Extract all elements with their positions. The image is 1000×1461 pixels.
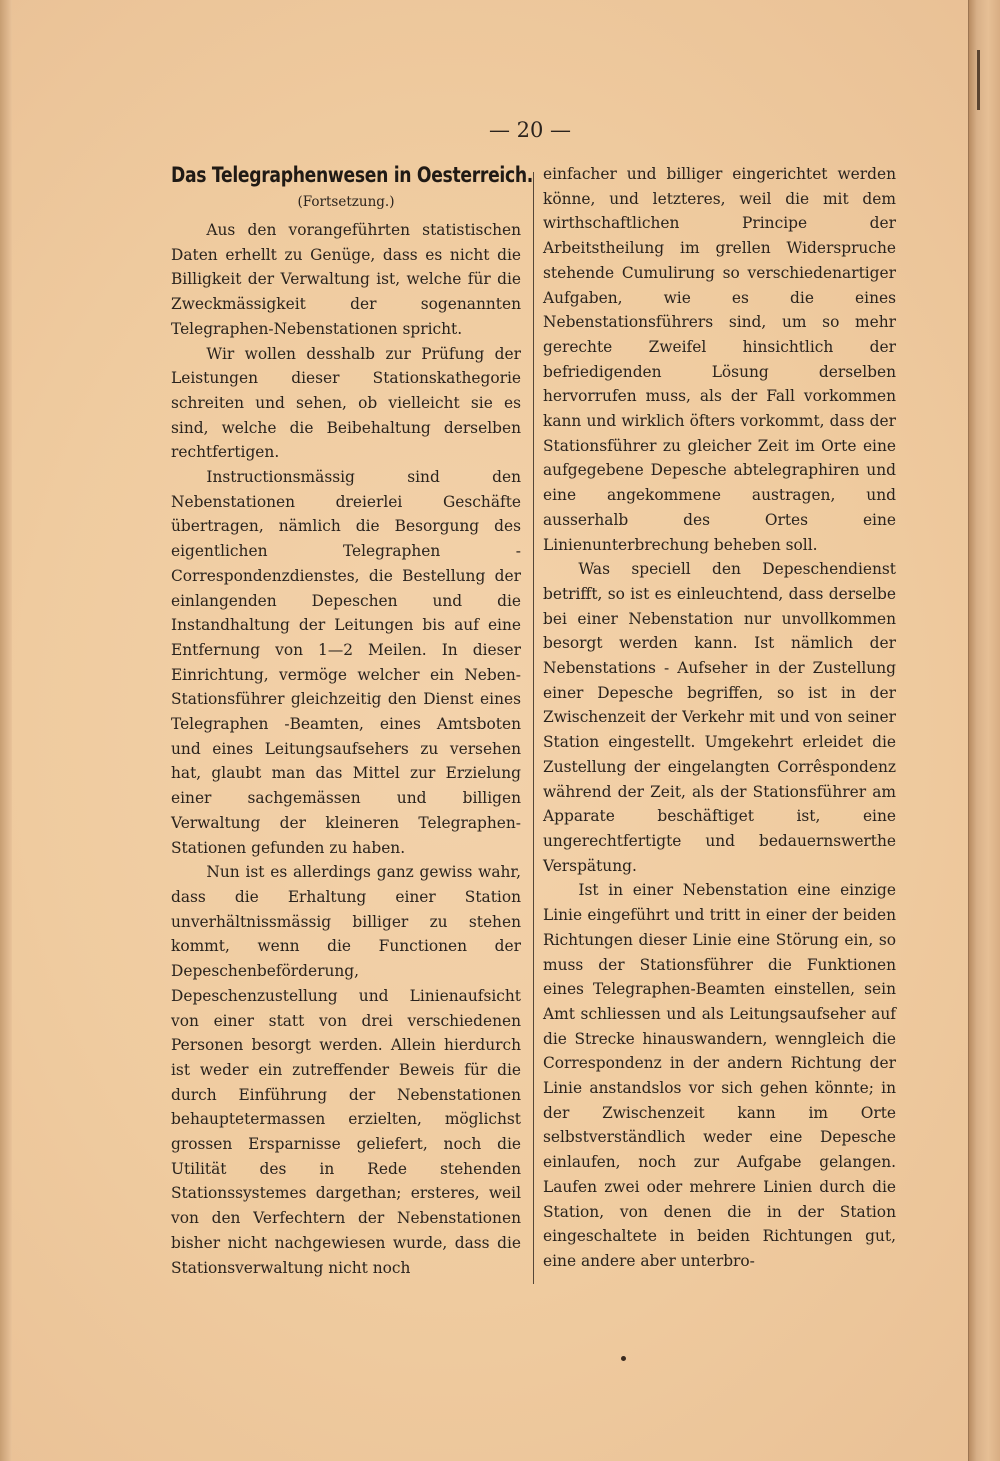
right-column	[543, 162, 896, 1274]
page-left-edge	[0, 0, 12, 1461]
article-title: Das Telegraphenwesen in Oesterreich.	[171, 163, 534, 187]
page-binding-fold	[968, 0, 1000, 1461]
paragraph: Was speciell den Depeschendienst betrifft, so ist es einleuchtend, dass derselbe bei einer Nebenstation nur unvollkommen besorgt werden kann. Ist nämlich der Nebenstations - Aufseher in der Zustellung einer Depesche begriffen, so ist in der Zwischenzeit der Verkehr mit und von seiner Station eingestellt. Umgekehrt erleidet die Zustellung der eingelangten Corrêspondenz während der Zeit, als der Stationsführer am Apparate beschäftiget ist, eine ungerechtfertigte und bedauernswerthe Verspätung.	[543, 560, 896, 875]
column-divider	[533, 172, 534, 1284]
binding-mark	[977, 50, 980, 110]
paragraph: Nun ist es allerdings ganz gewiss wahr, dass die Erhaltung einer Station unverhältnissmässig billiger zu stehen kommt, wenn die Functionen der Depeschenbeförderung, Depeschenzustellung und Linienaufsicht von einer statt von drei verschiedenen Personen besorgt werden. Allein hierdurch ist weder ein zutreffender Beweis für die durch Einführung der Nebenstationen behauptetermassen erzielten, möglichst grossen Ersparnisse geliefert, noch die Utilität des in Rede stehenden Stationssystemes dargethan; ersteres, weil von den Verfechtern der Nebenstationen bisher nicht nachgewiesen wurde, dass die Stationsverwaltung nicht noch	[171, 863, 521, 1277]
paragraph: Wir wollen desshalb zur Prüfung der Leistungen dieser Stationskathegorie schreiten und sehen, ob vielleicht sie es sind, welche die Beibehaltung derselben rechtfertigen.	[171, 344, 521, 462]
paragraph: Instructionsmässig sind den Nebenstationen dreierlei Geschäfte übertragen, nämlich die Besorgung des eigentlichen Telegraphen - Correspondenzdienstes, die Bestellung der einlangenden Depeschen und die Instandhaltung der Leitungen bis auf eine Entfernung von 1—2 Meilen. In dieser Einrichtung, vermöge welcher ein Neben-Stationsführer gleichzeitig den Dienst eines Telegraphen -Beamten, eines Amtsboten und eines Leitungsaufsehers zu versehen hat, glaubt man das Mittel zur Erzielung einer sachgemässen und billigen Verwaltung der kleineren Telegraphen-Stationen gefunden zu haben.	[171, 468, 521, 857]
ink-spot	[621, 1356, 626, 1361]
paragraph: Ist in einer Nebenstation eine einzige Linie eingeführt und tritt in einer der beiden Richtungen dieser Linie eine Störung ein, so muss der Stationsführer die Funktionen eines Telegraphen-Beamten einstellen, sein Amt schliessen und als Leitungsaufseher auf die Strecke hinauswandern, wenngleich die Correspondenz in der andern Richtung der Linie anstandslos vor sich gehen könnte; in der Zwischenzeit kann im Orte selbstverständlich weder eine Depesche einlaufen, noch zur Aufgabe gelangen. Laufen zwei oder mehrere Linien durch die Station, von denen die in der Station eingeschaltete in beiden Richtungen gut, eine andere aber unterbro-	[543, 881, 896, 1270]
paragraph: einfacher und billiger eingerichtet werden könne, und letzteres, weil die mit dem wirthschaftlichen Principe der Arbeitstheilung im grellen Widerspruche stehende Cumulirung so verschiedenartiger Aufgaben, wie es die eines Nebenstationsführers sind, um so mehr gerechte Zweifel hinsichtlich der befriedigenden Lösung derselben hervorrufen muss, als der Fall vorkommen kann und wirklich öfters vorkommt, dass der Stationsführer zu gleicher Zeit im Orte eine aufgegebene Depesche abtelegraphiren und eine angekommene austragen, und ausserhalb des Ortes eine Linienunterbrechung beheben soll.	[543, 165, 896, 554]
page-number: — 20 —	[488, 118, 572, 142]
article-subtitle: (Fortsetzung.)	[297, 194, 395, 210]
paragraph: Aus den vorangeführten statistischen Daten erhellt zu Genüge, dass es nicht die Billigkeit der Verwaltung ist, welche für die Zweckmässigkeit der sogenannten Telegraphen-Nebenstationen spricht.	[171, 221, 521, 338]
left-column	[171, 160, 534, 1280]
